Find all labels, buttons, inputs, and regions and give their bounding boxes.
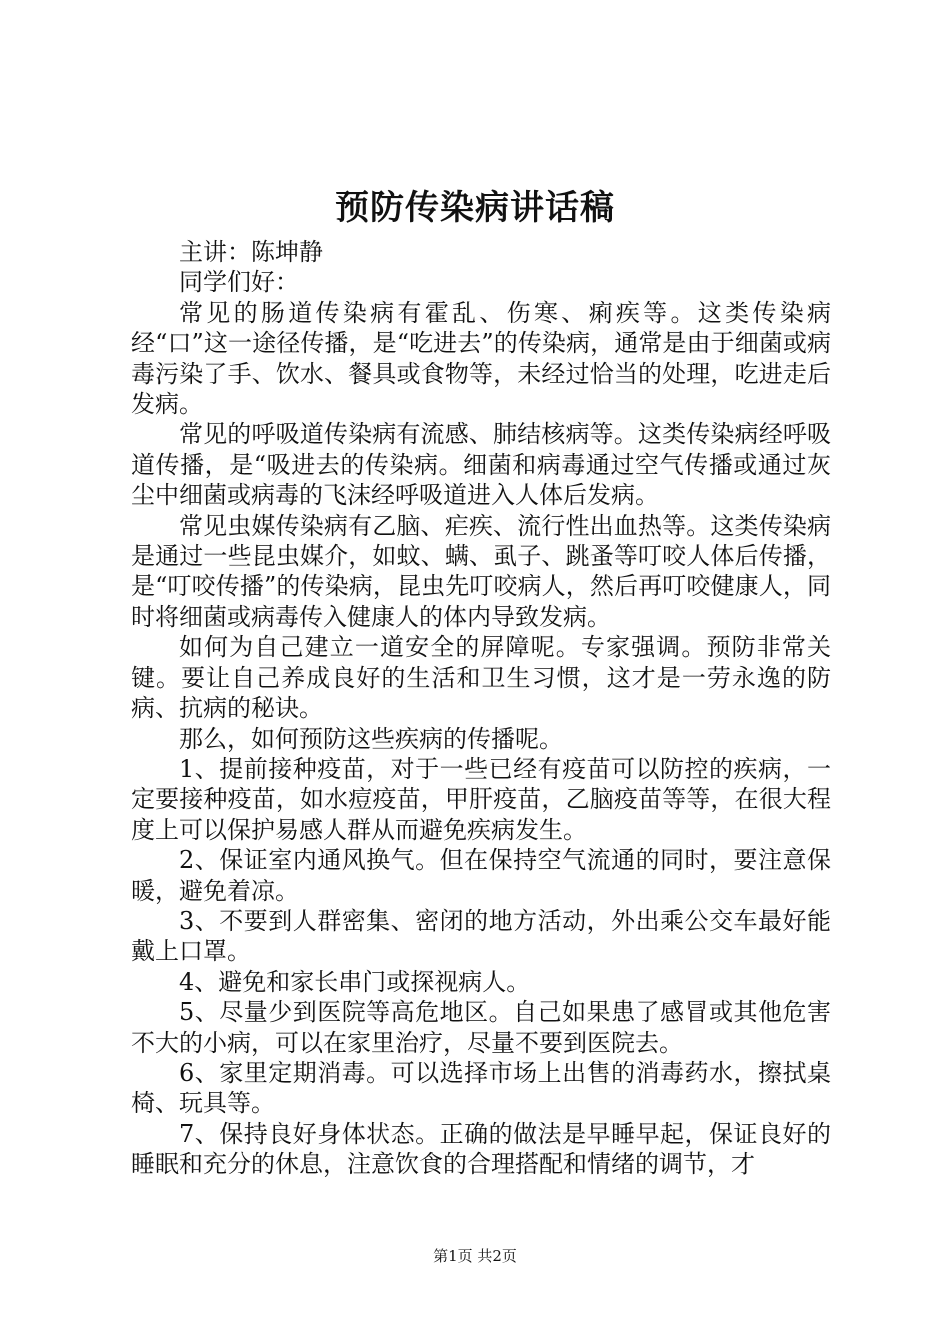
document-body — [131, 237, 831, 1180]
list-item: 3、不要到人群密集、密闭的地方活动，外出乘公交车最好能戴上口罩。 — [131, 906, 831, 966]
paragraph: 如何为自己建立一道安全的屏障呢。专家强调。预防非常关键。要让自己养成良好的生活和卫生习惯，这才是一劳永逸的防病、抗病的秘诀。 — [131, 633, 831, 723]
paragraph: 常见虫媒传染病有乙脑、疟疾、流行性出血热等。这类传染病是通过一些昆虫媒介，如蚊、螨、虱子、跳蚤等叮咬人体后传播，是“叮咬传播”的传染病，昆虫先叮咬病人，然后再叮咬健康人，同时将细菌或病毒传入健康人的体内导致发病。 — [131, 511, 831, 631]
list-item: 4、避免和家长串门或探视病人。 — [179, 967, 531, 996]
document-title: 预防传染病讲话稿 — [335, 188, 615, 228]
paragraph: 那么，如何预防这些疾病的传播呢。 — [179, 724, 563, 753]
list-item: 1、提前接种疫苗，对于一些已经有疫苗可以防控的疾病，一定要接种疫苗，如水痘疫苗，甲肝疫苗，乙脑疫苗等等，在很大程度上可以保护易感人群从而避免疾病发生。 — [131, 754, 831, 844]
list-item: 7、保持良好身体状态。正确的做法是早睡早起，保证良好的睡眠和充分的休息，注意饮食的合理搭配和情绪的调节，才 — [131, 1119, 831, 1179]
speaker-line: 主讲：陈坤静 — [179, 238, 323, 266]
paragraph: 常见的呼吸道传染病有流感、肺结核病等。这类传染病经呼吸道传播，是“吸进去的传染病。细菌和病毒通过空气传播或通过灰尘中细菌或病毒的飞沫经呼吸道进入人体后发病。 — [131, 420, 831, 510]
page-footer: 第1页 共2页 — [433, 1247, 517, 1265]
list-item: 6、家里定期消毒。可以选择市场上出售的消毒药水，擦拭桌椅、玩具等。 — [131, 1058, 831, 1118]
greeting-line: 同学们好： — [179, 268, 299, 297]
list-item: 2、保证室内通风换气。但在保持空气流通的同时，要注意保暖，避免着凉。 — [131, 846, 831, 905]
paragraph: 常见的肠道传染病有霍乱、伤寒、痢疾等。这类传染病经“口”这一途径传播，是“吃进去”的传染病，通常是由于细菌或病毒污染了手、饮水、餐具或食物等，未经过恰当的处理，吃进走后发病。 — [131, 298, 831, 419]
list-item: 5、尽量少到医院等高危地区。自己如果患了感冒或其他危害不大的小病，可以在家里治疗，尽量不要到医院去。 — [131, 998, 831, 1057]
